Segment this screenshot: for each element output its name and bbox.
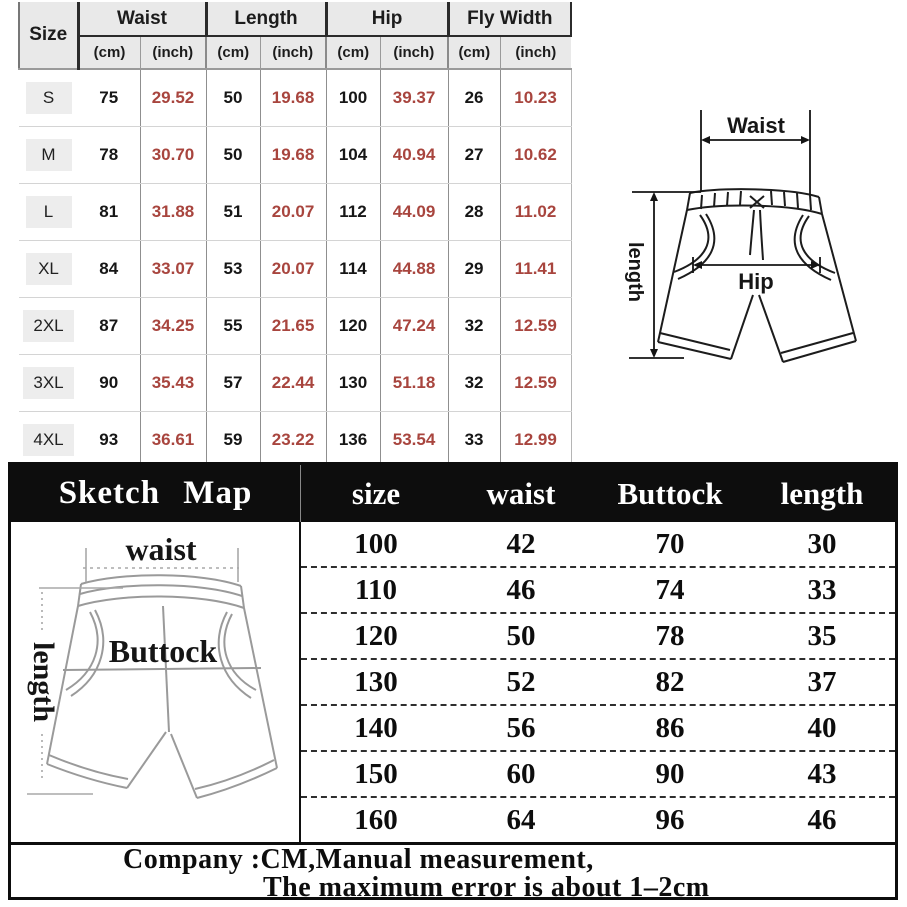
column-header-buttock: Buttock	[617, 475, 723, 511]
table-cell: 35.43	[140, 355, 206, 412]
size-badge: L	[26, 196, 72, 228]
table-cell: 160	[354, 803, 398, 836]
note-line-2: The maximum error is about 1–2cm	[263, 872, 710, 900]
column-header-size: Size	[19, 2, 78, 69]
sketch-map-section	[8, 462, 898, 900]
table-cell: 11.02	[500, 184, 571, 241]
shorts-measurement-diagram-bottom	[11, 522, 301, 842]
table-cell: 19.68	[260, 69, 326, 127]
unit-header-cm: (cm)	[78, 36, 140, 69]
table-row	[301, 614, 895, 660]
size-table	[18, 2, 572, 469]
table-cell: 44.09	[380, 184, 448, 241]
note-line-1: Company :CM,Manual measurement,	[123, 844, 594, 875]
table-cell: 33	[448, 412, 500, 469]
table-cell: 120	[326, 298, 380, 355]
table-cell: 28	[448, 184, 500, 241]
table-cell: 36.61	[140, 412, 206, 469]
unit-header-cm: (cm)	[206, 36, 260, 69]
table-cell: 53	[206, 241, 260, 298]
table-cell: 64	[506, 803, 536, 836]
column-header-size: size	[351, 475, 401, 511]
table-cell: 52	[506, 665, 536, 698]
table-cell: 59	[206, 412, 260, 469]
table-cell: 44.88	[380, 241, 448, 298]
table-cell: 114	[326, 241, 380, 298]
table-cell: 29.52	[140, 69, 206, 127]
size-badge: 3XL	[23, 367, 73, 399]
table-cell: 46	[506, 573, 536, 606]
table-cell: 32	[448, 298, 500, 355]
table-cell: 23.22	[260, 412, 326, 469]
table-cell: 87	[78, 298, 140, 355]
column-header-length: Length	[206, 2, 326, 36]
table-cell: 100	[354, 527, 398, 560]
size-badge: 4XL	[23, 424, 73, 456]
table-cell: 21.65	[260, 298, 326, 355]
table-cell: 10.62	[500, 127, 571, 184]
size-badge: M	[26, 139, 72, 171]
unit-header-inch: (inch)	[380, 36, 448, 69]
table-cell: 104	[326, 127, 380, 184]
table-cell: 78	[655, 619, 685, 652]
table-cell: 31.88	[140, 184, 206, 241]
measurement-arrows	[629, 110, 820, 358]
length-label: length	[624, 242, 646, 302]
table-cell: 37	[807, 665, 837, 698]
table-cell: 47.24	[380, 298, 448, 355]
table-row	[301, 660, 895, 706]
table-cell: 110	[355, 573, 397, 606]
size-table-header	[19, 2, 571, 69]
size-badge: XL	[26, 253, 72, 285]
table-cell: 12.59	[500, 355, 571, 412]
table-cell: 42	[506, 527, 536, 560]
column-header-waist: Waist	[78, 2, 206, 36]
table-row	[301, 706, 895, 752]
table-cell: 22.44	[260, 355, 326, 412]
table-cell: 150	[354, 757, 398, 790]
size-row-m	[19, 127, 571, 184]
table-cell: 50	[206, 127, 260, 184]
unit-header-inch: (inch)	[140, 36, 206, 69]
table-cell: 136	[326, 412, 380, 469]
table-cell: 84	[78, 241, 140, 298]
table-cell: 20.07	[260, 241, 326, 298]
table-cell: 74	[655, 573, 685, 606]
table-cell: 130	[326, 355, 380, 412]
table-cell: 40.94	[380, 127, 448, 184]
table-cell: 60	[506, 757, 536, 790]
table-cell: 51.18	[380, 355, 448, 412]
table-cell: 50	[506, 619, 536, 652]
table-cell: 81	[78, 184, 140, 241]
table-cell: 78	[78, 127, 140, 184]
table-cell: 100	[326, 69, 380, 127]
table-cell: 130	[354, 665, 398, 698]
table-row	[301, 568, 895, 614]
table-cell: 140	[354, 711, 398, 744]
size-row-xl	[19, 241, 571, 298]
table-cell: 90	[655, 757, 685, 790]
table-cell: 51	[206, 184, 260, 241]
table-cell: 55	[206, 298, 260, 355]
table-cell: 90	[78, 355, 140, 412]
table-cell: 35	[807, 619, 837, 652]
table-row	[301, 798, 895, 842]
column-header-fly-width: Fly Width	[448, 2, 571, 36]
table-cell: 20.07	[260, 184, 326, 241]
table-cell: 40	[807, 711, 837, 744]
table-cell: 96	[655, 803, 685, 836]
table-cell: 56	[506, 711, 536, 744]
unit-header-cm: (cm)	[448, 36, 500, 69]
size-row-2xl	[19, 298, 571, 355]
shorts-measurement-diagram-top	[616, 92, 907, 392]
table-cell: 46	[807, 803, 837, 836]
sketch-map-header-bar	[11, 465, 895, 522]
column-header-length: length	[780, 475, 864, 511]
column-header-waist: waist	[486, 475, 556, 511]
sketch-map-title: Sketch Map	[11, 465, 301, 522]
table-row	[301, 752, 895, 798]
table-cell: 34.25	[140, 298, 206, 355]
unit-header-cm: (cm)	[326, 36, 380, 69]
table-cell: 93	[78, 412, 140, 469]
waist-label: Waist	[727, 113, 785, 138]
table-cell: 75	[78, 69, 140, 127]
table-cell: 33	[807, 573, 837, 606]
table-cell: 29	[448, 241, 500, 298]
table-cell: 53.54	[380, 412, 448, 469]
sketch-map-table	[301, 522, 895, 842]
table-cell: 11.41	[500, 241, 571, 298]
measurement-note	[11, 842, 895, 900]
waist-label: waist	[125, 531, 197, 567]
table-cell: 50	[206, 69, 260, 127]
table-cell: 12.59	[500, 298, 571, 355]
shorts-outline	[47, 575, 277, 798]
table-cell: 33.07	[140, 241, 206, 298]
unit-header-inch: (inch)	[500, 36, 571, 69]
table-cell: 86	[655, 711, 685, 744]
table-cell: 39.37	[380, 69, 448, 127]
table-cell: 120	[354, 619, 398, 652]
column-header-hip: Hip	[326, 2, 448, 36]
arrowheads	[650, 136, 820, 358]
table-cell: 82	[655, 665, 685, 698]
table-cell: 30.70	[140, 127, 206, 184]
length-label: length	[27, 641, 60, 723]
size-row-s	[19, 69, 571, 127]
buttock-label: Buttock	[108, 633, 218, 669]
table-cell: 27	[448, 127, 500, 184]
table-cell: 43	[807, 757, 837, 790]
size-badge: S	[26, 82, 72, 114]
table-cell: 70	[655, 527, 685, 560]
table-cell: 26	[448, 69, 500, 127]
table-cell: 12.99	[500, 412, 571, 469]
table-cell: 112	[326, 184, 380, 241]
table-cell: 19.68	[260, 127, 326, 184]
table-row	[301, 522, 895, 568]
table-cell: 10.23	[500, 69, 571, 127]
table-cell: 57	[206, 355, 260, 412]
size-row-l	[19, 184, 571, 241]
size-row-3xl	[19, 355, 571, 412]
hip-label: Hip	[738, 269, 774, 294]
size-row-4xl	[19, 412, 571, 469]
size-badge: 2XL	[23, 310, 73, 342]
table-cell: 30	[807, 527, 837, 560]
table-cell: 32	[448, 355, 500, 412]
unit-header-inch: (inch)	[260, 36, 326, 69]
